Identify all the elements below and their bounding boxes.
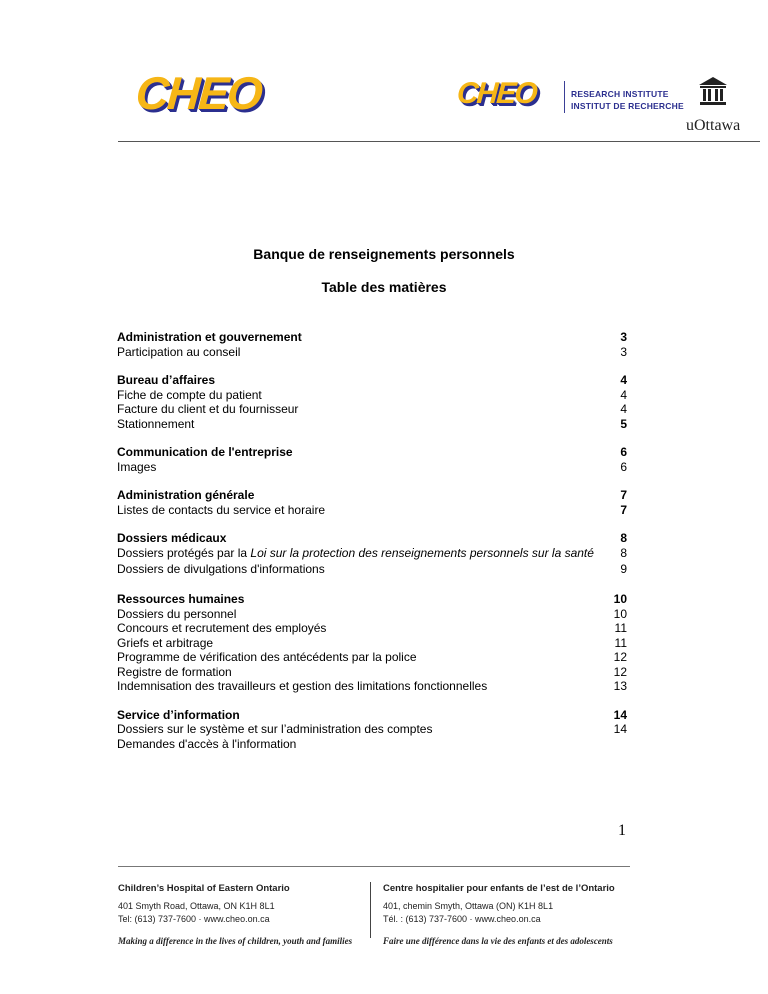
toc-heading[interactable] xyxy=(117,531,627,546)
toc-item-label: Fiche de compte du patient xyxy=(117,387,262,402)
toc-item-label: Facture du client et du fournisseur xyxy=(117,402,299,416)
toc-item-page: 11 xyxy=(614,621,627,635)
toc-section xyxy=(117,592,627,694)
research-institute-label xyxy=(571,88,684,112)
toc-heading[interactable] xyxy=(117,373,627,388)
footer-divider xyxy=(370,882,371,938)
footer-tagline-fr: Faire une différence dans la vie des enfants et des adolescents xyxy=(383,936,613,946)
toc-heading-label: Service d’information xyxy=(117,707,240,722)
toc-item-label-prefix: Dossiers protégés par la xyxy=(117,545,251,560)
toc-heading[interactable] xyxy=(117,708,627,723)
toc-heading[interactable] xyxy=(117,330,627,345)
toc-heading-page: 10 xyxy=(613,592,627,606)
toc-heading-page: 14 xyxy=(613,707,627,722)
toc-item[interactable] xyxy=(117,388,627,403)
toc-section xyxy=(117,445,627,474)
toc-heading-label: Ressources humaines xyxy=(117,592,245,606)
document-title: Banque de renseignements personnels xyxy=(253,246,515,262)
toc-heading-page: 8 xyxy=(620,531,627,545)
footer-contact-fr: Tél. : (613) 737-7600 · www.cheo.on.ca xyxy=(383,914,541,924)
toc-item-page: 8 xyxy=(620,545,627,560)
toc-item-label: Dossiers du personnel xyxy=(117,606,237,621)
table-of-contents xyxy=(117,330,627,765)
toc-item-label: Listes de contacts du service et horaire xyxy=(117,502,326,517)
toc-heading[interactable] xyxy=(117,488,627,503)
cheo-research-logo: CHEO xyxy=(455,77,537,110)
toc-item[interactable] xyxy=(117,679,627,694)
toc-section xyxy=(117,373,627,431)
toc-item[interactable] xyxy=(117,607,627,622)
footer-tagline-en: Making a difference in the lives of children, youth and families xyxy=(118,936,353,946)
toc-item[interactable] xyxy=(117,417,627,432)
law-title: Loi sur la protection des renseignements personnels sur la santé xyxy=(250,545,594,560)
toc-item[interactable] xyxy=(117,402,627,417)
toc-heading[interactable] xyxy=(117,445,627,460)
toc-item-page xyxy=(607,737,627,752)
research-institute-en: RESEARCH INSTITUTE xyxy=(571,89,669,99)
toc-item-page: 9 xyxy=(620,562,627,576)
toc-item-page: 13 xyxy=(613,679,627,693)
toc-section xyxy=(117,330,627,359)
toc-item[interactable] xyxy=(117,560,627,578)
footer-french xyxy=(383,882,615,948)
toc-item-page: 4 xyxy=(620,387,627,402)
footer-hospital-name-fr: Centre hospitalier pour enfants de l’est de l’Ontario xyxy=(383,883,615,894)
toc-item-label: Programme de vérification des antécédents par la police xyxy=(117,650,417,664)
toc-item-page: 12 xyxy=(613,650,627,664)
footer-contact-en: Tel: (613) 737-7600 · www.cheo.on.ca xyxy=(118,914,270,924)
header-rule xyxy=(118,141,760,142)
toc-heading-label: Dossiers médicaux xyxy=(117,531,227,545)
logo-divider xyxy=(564,81,565,113)
toc-item[interactable] xyxy=(117,345,627,360)
footer-address-fr: 401, chemin Smyth, Ottawa (ON) K1H 8L1 xyxy=(383,901,554,911)
toc-heading-page: 6 xyxy=(620,445,627,459)
footer-rule xyxy=(118,866,630,867)
toc-heading-label: Communication de l'entreprise xyxy=(117,445,293,459)
toc-item-label: Griefs et arbitrage xyxy=(117,635,214,650)
toc-item[interactable] xyxy=(117,722,627,737)
toc-item-page: 14 xyxy=(613,722,627,736)
toc-heading-label: Administration générale xyxy=(117,488,255,502)
toc-item-page: 3 xyxy=(620,344,627,359)
toc-item-page: 12 xyxy=(613,664,627,679)
toc-item-label: Stationnement xyxy=(117,416,195,431)
toc-item[interactable] xyxy=(117,636,627,651)
toc-heading-page: 3 xyxy=(620,330,627,344)
toc-item-page: 7 xyxy=(620,502,627,517)
toc-item[interactable] xyxy=(117,460,627,475)
toc-heading-page: 4 xyxy=(620,373,627,387)
toc-heading-page: 7 xyxy=(620,488,627,502)
toc-item-label: Images xyxy=(117,459,157,474)
toc-item[interactable] xyxy=(117,650,627,665)
research-institute-fr: INSTITUT DE RECHERCHE xyxy=(571,101,684,111)
footer-address-en: 401 Smyth Road, Ottawa, ON K1H 8L1 xyxy=(118,901,275,911)
toc-item-label xyxy=(117,546,594,561)
toc-section xyxy=(117,708,627,752)
toc-item-page: 5 xyxy=(620,416,627,431)
toc-heading-label: Administration et gouvernement xyxy=(117,330,302,344)
toc-section xyxy=(117,488,627,517)
toc-item-label: Demandes d'accès à l'information xyxy=(117,736,297,751)
page-number: 1 xyxy=(618,822,626,839)
toc-item-label: Concours et recrutement des employés xyxy=(117,621,327,635)
university-building-icon xyxy=(697,75,729,107)
footer-english xyxy=(118,882,352,948)
toc-item[interactable] xyxy=(117,503,627,518)
toc-item[interactable] xyxy=(117,546,627,561)
toc-item-label: Dossiers de divulgations d'informations xyxy=(117,562,325,576)
toc-item-label: Dossiers sur le système et sur l’administration des comptes xyxy=(117,722,433,736)
toc-section xyxy=(117,531,627,578)
toc-item-page: 11 xyxy=(614,635,627,650)
toc-item[interactable] xyxy=(117,665,627,680)
cheo-logo-left: CHEO xyxy=(134,67,263,119)
toc-heading-label: Bureau d’affaires xyxy=(117,373,216,387)
toc-item-page: 4 xyxy=(620,402,627,416)
toc-item-label: Indemnisation des travailleurs et gestion des limitations fonctionnelles xyxy=(117,679,488,693)
toc-heading[interactable] xyxy=(117,592,627,607)
toc-item-page: 10 xyxy=(613,606,627,621)
toc-item-label: Registre de formation xyxy=(117,664,232,679)
footer-hospital-name-en: Children’s Hospital of Eastern Ontario xyxy=(118,883,290,894)
toc-item-label: Participation au conseil xyxy=(117,344,241,359)
uottawa-wordmark: uOttawa xyxy=(686,117,741,134)
toc-item[interactable] xyxy=(117,737,627,752)
toc-title: Table des matières xyxy=(321,279,447,295)
toc-item-page: 6 xyxy=(620,459,627,474)
toc-item[interactable] xyxy=(117,621,627,636)
